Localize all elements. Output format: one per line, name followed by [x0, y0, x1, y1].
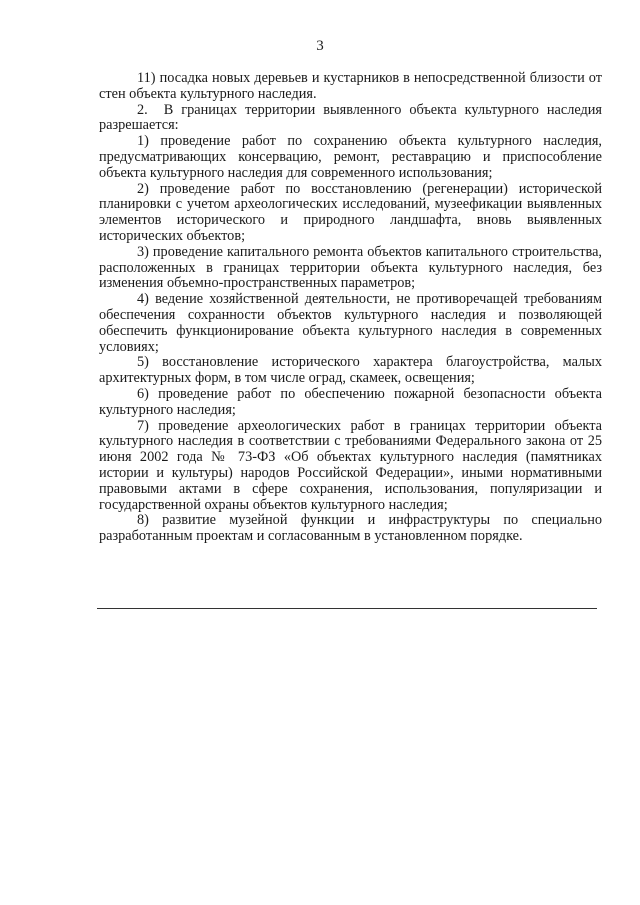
closing-divider: [97, 608, 597, 609]
paragraph-item-7: 7) проведение археологических работ в границах территории объекта культурного наследия в соответствии с требованиями Федерального закона от 25 июня 2002 года № 73-ФЗ «Об объектах культурного наследия (памятниках истории и культуры) народов Российской Федерации», иными нормативными правовыми актами в сфере сохранения, использования, популяризации и государственной охраны объектов культурного наследия;: [99, 417, 602, 513]
paragraph-section-2-heading: 2. В границах территории выявленного объекта культурного наследия разрешается:: [99, 101, 602, 134]
paragraph-item-4: 4) ведение хозяйственной деятельности, не противоречащей требованиям обеспечения сохранности объектов культурного наследия и позволяющей обеспечить функционирование объекта культурного наследия в современных условиях;: [99, 291, 602, 355]
paragraph-item-6: 6) проведение работ по обеспечению пожарной безопасности объекта культурного наследия;: [99, 385, 602, 418]
paragraph-item-8: 8) развитие музейной функции и инфраструктуры по специально разработанным проектам и согласованным в установленном порядке.: [99, 512, 602, 545]
paragraph-item-11: 11) посадка новых деревьев и кустарников в непосредственной близости от стен объекта культурного наследия.: [99, 70, 602, 102]
paragraph-item-3: 3) проведение капитального ремонта объектов капитального строительства, расположенных в границах территории объекта культурного наследия, без изменения объемно-пространственных параметров;: [99, 243, 602, 292]
document-body: [99, 71, 602, 545]
page-number: 3: [316, 38, 324, 54]
paragraph-item-2: 2) проведение работ по восстановлению (регенерации) исторической планировки с учетом археологических исследований, музеефикации выявленных элементов исторического и природного ландшафта, вновь выявленных исторических объектов;: [99, 180, 602, 244]
paragraph-item-5: 5) восстановление исторического характера благоустройства, малых архитектурных форм, в том числе оград, скамеек, освещения;: [99, 354, 602, 387]
paragraph-item-1: 1) проведение работ по сохранению объекта культурного наследия, предусматривающих консервацию, ремонт, реставрацию и приспособление объекта культурного наследия для современного использования;: [99, 133, 602, 181]
